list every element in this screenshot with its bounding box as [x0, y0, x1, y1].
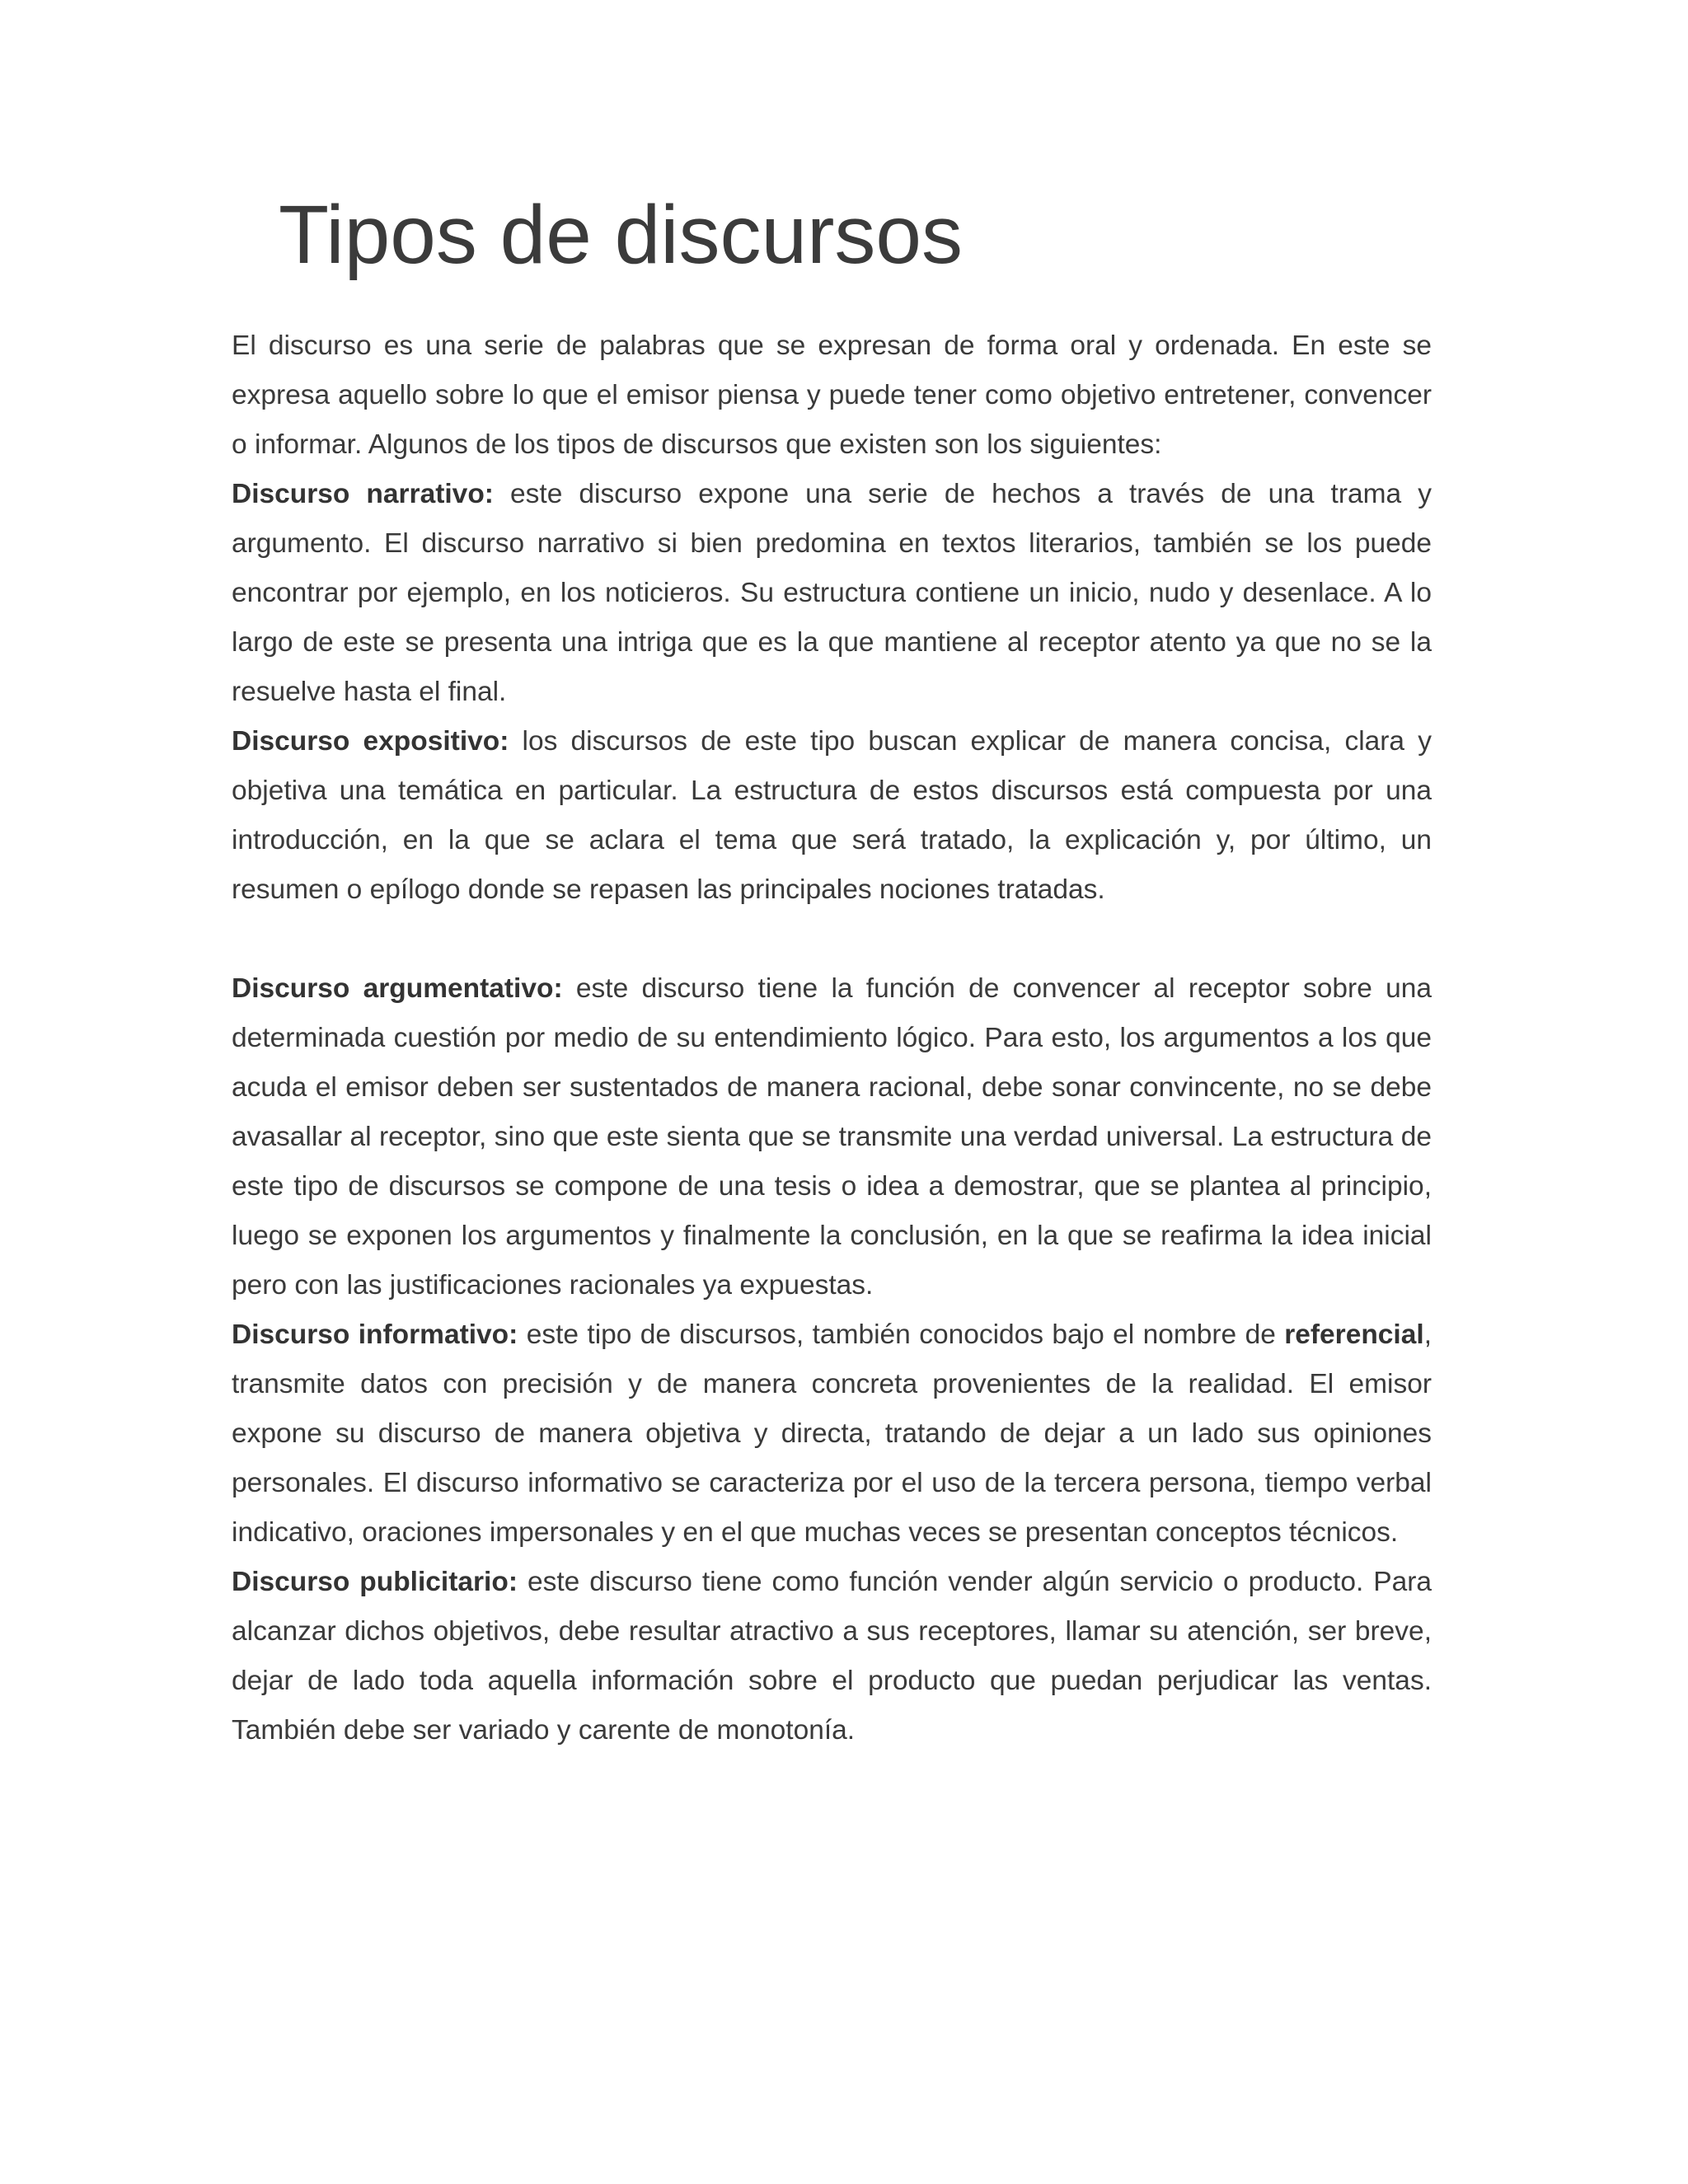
intro-paragraph: El discurso es una serie de palabras que se expresan de forma oral y ordenada. En este se expresa aquello sobre lo que el emisor piensa y puede tener como objetivo entretener, convencer o informar. Algunos de los tipos de discursos que existen son los siguientes: — [232, 330, 1432, 460]
section-informativo — [232, 1310, 1432, 1558]
paragraph-gap — [232, 915, 1432, 964]
section-heading: Discurso expositivo: — [232, 726, 509, 757]
document-body — [232, 321, 1432, 1755]
section-text: los discursos de este tipo buscan explicar de manera concisa, clara y objetiva una temática en particular. La estructura de estos discursos está compuesta por una introducción, en la que se aclara el tema que será tratado, la explicación y, por último, un resumen o epílogo donde se repasen las principales nociones tratadas. — [232, 726, 1432, 905]
page-title: Tipos de discursos — [279, 189, 963, 281]
bold-term: referencial — [1284, 1319, 1424, 1350]
section-heading: Discurso informativo: — [232, 1319, 518, 1350]
section-publicitario — [232, 1558, 1432, 1755]
section-text: , transmite datos con precisión y de manera concreta provenientes de la realidad. El emisor expone su discurso de manera objetiva y directa, tratando de dejar a un lado sus opiniones personales. El discurso informativo se caracteriza por el uso de la tercera persona, tiempo verbal indicativo, oraciones impersonales y en el que muchas veces se presentan conceptos técnicos. — [232, 1319, 1432, 1548]
section-heading: Discurso publicitario: — [232, 1567, 518, 1597]
section-narrativo — [232, 470, 1432, 717]
section-text: este discurso expone una serie de hechos a través de una trama y argumento. El discurso narrativo si bien predomina en textos literarios, también se los puede encontrar por ejemplo, en los noticieros. Su estructura contiene un inicio, nudo y desenlace. A lo largo de este se presenta una intriga que es la que mantiene al receptor atento ya que no se la resuelve hasta el final. — [232, 479, 1432, 707]
section-text: este discurso tiene como función vender algún servicio o producto. Para alcanzar dichos objetivos, debe resultar atractivo a sus receptores, llamar su atención, ser breve, dejar de lado toda aquella información sobre el producto que puedan perjudicar las ventas. También debe ser variado y carente de monotonía. — [232, 1567, 1432, 1746]
section-text: este discurso tiene la función de convencer al receptor sobre una determinada cuestión por medio de su entendimiento lógico. Para esto, los argumentos a los que acuda el emisor deben ser sustentados de manera racional, debe sonar convincente, no se debe avasallar al receptor, sino que este sienta que se transmite una verdad universal. La estructura de este tipo de discursos se compone de una tesis o idea a demostrar, que se plantea al principio, luego se exponen los argumentos y finalmente la conclusión, en la que se reafirma la idea inicial pero con las justificaciones racionales ya expuestas. — [232, 973, 1432, 1301]
section-heading: Discurso narrativo: — [232, 479, 494, 509]
section-expositivo — [232, 717, 1432, 915]
section-argumentativo — [232, 964, 1432, 1310]
section-text: este tipo de discursos, también conocidos bajo el nombre de — [518, 1319, 1285, 1350]
section-heading: Discurso argumentativo: — [232, 973, 563, 1004]
